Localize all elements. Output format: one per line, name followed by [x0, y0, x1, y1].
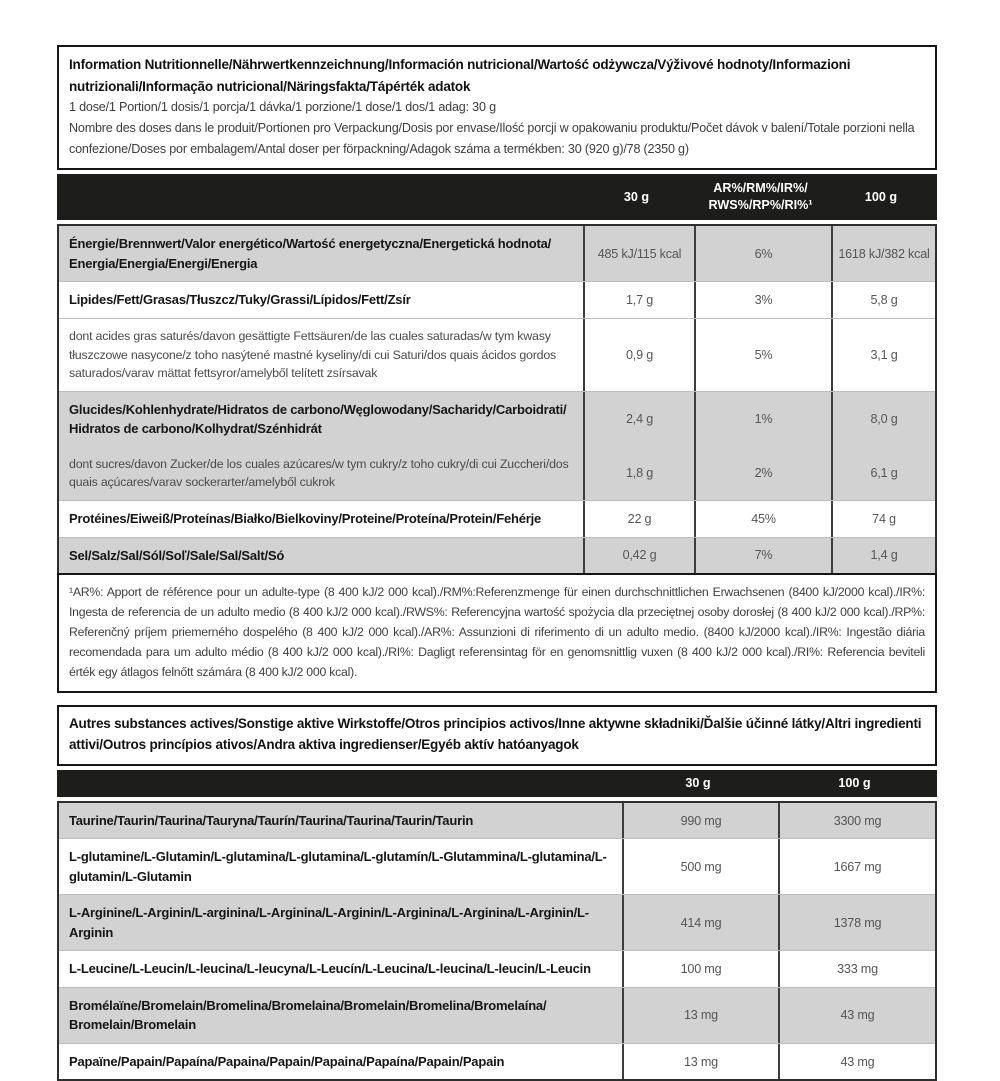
nutrition-title: Information Nutritionnelle/​Nährwertkennzeichnung/​Información nutricional/​Wartość odżywcza/​Výživové hodnoty/​Informazioni nutrizionali/​Informação nutricional/​Näringsfakta/​Tápérték adatok: [69, 57, 851, 94]
row-label: Bromélaïne/​Bromelain/​Bromelina/​Bromelaina/​Bromelain/​Bromelina/​Bromelaína/​Bromelain/​Bromelain: [69, 997, 547, 1033]
row-label: dont acides gras saturés/​davon gesättigte Fettsäuren/​de las cuales saturadas/​w tym kwasy tłuszczowe nasycone/​z toho nasýtené mastné kyseliny/​di cui Saturi/​dos quais ácidos gordos saturados/​varav mättat fettsyror/​amelyből telített zsírsavak: [69, 328, 557, 381]
value-reference-intake: 2%: [694, 447, 831, 500]
value-per-100g: 3300 mg: [778, 803, 935, 839]
value-reference-intake: 6%: [694, 226, 831, 281]
servings-per-container-line: Nombre des doses dans le produit/​Portionen pro Verpackung/​Dosis por envase/​Ilość porcji w opakowaniu produktu/​Počet dávok v balení/​Totale porzioni nella confezione/​Doses por embalagem/​Antal doser per förpackning/​Adagok száma a termékben: 30 (920 g)/​78 (2350 g): [69, 120, 915, 156]
nutrition-column-header-band: [57, 174, 937, 220]
value-per-30g: 500 mg: [622, 839, 778, 894]
value-per-30g: 0,9 g: [583, 319, 694, 391]
nutrition-label-sheet: [57, 45, 937, 1081]
row-label: Lipides/​Fett/​Grasas/​Tłuszcz/​Tuky/​Grassi/​Lípidos/​Fett/​Zsír: [69, 292, 411, 308]
reference-intake-footnote: ¹AR%: Apport de référence pour un adulte-type (8 400 kJ/​2 000 kcal)./​RM%:Referenzmenge für einen durchschnittlichen Erwachsenen (8400 kJ/​2000 kcal)./​IR%: Ingesta de referencia de un adulto medio (8 400 kJ/​2 000 kcal)./​RWS%: Referencyjna wartość spożycia dla przeciętnej osoby dorosłej (8 400 kJ/​2 000 kcal)./​RP%: Referenčný príjem priemerného dospelého (8 400 kJ/​2 000 kcal)./​AR%: Assunzioni di riferimento di un adulto medio. (8400 kJ/​2000 kcal)./​IR%: Ingestão diária recomendada para um adulto médio (8 400 kJ/​2 000 kcal)./​RI%: Dagligt referensintag för en genomsnittlig vuxen (8 400 kJ/​2 000 kcal)./​RI%: Referencia beviteli érték egy átlagos felnőtt számára (8 400 kJ/​2 000 kcal).: [69, 585, 925, 679]
value-per-30g: 1,7 g: [583, 282, 694, 318]
column-header-30g: 30 g: [685, 775, 711, 790]
value-per-30g: 1,8 g: [583, 447, 694, 500]
value-per-100g: 6,1 g: [831, 447, 935, 500]
active-substances-section: [57, 705, 937, 1081]
value-per-100g: 8,0 g: [831, 392, 935, 447]
table-row-papain: [59, 1044, 935, 1080]
nutrition-header-box: [57, 45, 937, 170]
row-label: Papaïne/​Papain/​Papaína/​Papaina/​Papain/​Papaina/​Papaína/​Papain/​Papain: [69, 1053, 505, 1069]
value-per-100g: 3,1 g: [831, 319, 935, 391]
row-label: L-Leucine/​L-Leucin/​L-leucina/​L-leucyna/​L-Leucín/​L-Leucina/​L-leucina/​L-leucin/​L-Leucin: [69, 961, 591, 977]
value-reference-intake: 3%: [694, 282, 831, 318]
row-label: dont sucres/​davon Zucker/​de los cuales azúcares/​w tym cukry/​z toho cukry/​di cui Zuccheri/​dos quais açúcares/​varav sockerarter/​amelyből cukrok: [69, 456, 569, 490]
table-row-energy: [59, 226, 935, 282]
value-per-100g: 43 mg: [778, 988, 935, 1043]
table-row-l-arginine: [59, 895, 935, 951]
row-label: Énergie/​Brennwert/​Valor energético/​Wartość energetyczna/​Energetická hodnota/​Energia/​Energia/​Energi/​Energia: [69, 236, 552, 271]
value-per-100g: 43 mg: [778, 1044, 935, 1080]
table-row-bromelain: [59, 988, 935, 1044]
table-row-sugars: [59, 447, 935, 501]
table-row-protein: [59, 501, 935, 538]
column-header-spacer: [57, 780, 620, 786]
actives-header-box: [57, 705, 937, 766]
column-header-spacer: [57, 194, 581, 200]
row-label: Protéines/​Eiweiß/​Proteínas/​Białko/​Bielkoviny/​Proteine/​Proteína/​Protein/​Fehérje: [69, 511, 542, 527]
value-per-30g: 22 g: [583, 501, 694, 537]
value-per-100g: 333 mg: [778, 951, 935, 987]
value-per-30g: 100 mg: [622, 951, 778, 987]
row-label: L-Arginine/​L-Arginin/​L-arginina/​L-Arginina/​L-Arginin/​L-Arginina/​L-Arginina/​L-Arginin/​L-Arginin: [69, 905, 589, 940]
value-per-30g: 990 mg: [622, 803, 778, 839]
value-reference-intake: 1%: [694, 392, 831, 447]
table-row-l-glutamine: [59, 839, 935, 895]
value-per-100g: 1,4 g: [831, 538, 935, 574]
reference-intake-footnote-box: [57, 573, 937, 693]
actives-column-header-band: [57, 770, 937, 797]
table-row-l-leucine: [59, 951, 935, 988]
column-header-30g: 30 g: [623, 189, 650, 204]
nutrition-section: [57, 45, 937, 693]
value-per-30g: 13 mg: [622, 988, 778, 1043]
value-per-30g: 2,4 g: [583, 392, 694, 447]
table-row-saturates: [59, 319, 935, 392]
nutrition-table-body: [57, 224, 937, 573]
table-row-salt: [59, 538, 935, 574]
section-divider-gap: [57, 693, 937, 705]
value-per-100g: 74 g: [831, 501, 935, 537]
value-per-100g: 1618 kJ/​382 kcal: [831, 226, 935, 281]
value-per-30g: 0,42 g: [583, 538, 694, 574]
column-header-reference-intake: AR%/​RM%/​IR%/​RWS%/​RP%/​RI%¹: [708, 181, 813, 213]
row-label: L-glutamine/​L-Glutamin/​L-glutamina/​L-glutamina/​L-glutamín/​L-Glutammina/​L-glutamina/​L-glutamin/​L-Glutamin: [69, 849, 607, 884]
value-reference-intake: 45%: [694, 501, 831, 537]
table-row-carbohydrate: [59, 392, 935, 447]
value-per-30g: 485 kJ/​115 kcal: [583, 226, 694, 281]
actives-title: Autres substances actives/​Sonstige aktive Wirkstoffe/​Otros principios activos/​Inne aktywne składniki/​Ďalšie účinné látky/​Altri ingredienti attivi/​Outros princípios ativos/​Andra aktiva ingredienser/​Egyéb aktív hatóanyagok: [69, 715, 922, 753]
column-header-100g: 100 g: [864, 189, 898, 204]
value-per-100g: 5,8 g: [831, 282, 935, 318]
column-header-100g: 100 g: [838, 775, 871, 790]
serving-size-line: 1 dose/​1 Portion/​1 dosis/​1 porcja/​1 dávka/​1 porzione/​1 dose/​1 dos/​1 adag: 30 g: [69, 100, 496, 115]
row-label: Sel/​Salz/​Sal/​Sól/​Soľ/​Sale/​Sal/​Salt/​Só: [69, 547, 285, 563]
actives-table-body: [57, 801, 937, 1081]
value-per-100g: 1378 mg: [778, 895, 935, 950]
table-row-fat: [59, 282, 935, 319]
value-per-30g: 13 mg: [622, 1044, 778, 1080]
value-per-100g: 1667 mg: [778, 839, 935, 894]
table-row-taurine: [59, 803, 935, 840]
value-reference-intake: 5%: [694, 319, 831, 391]
value-per-30g: 414 mg: [622, 895, 778, 950]
row-label: Glucides/​Kohlenhydrate/​Hidratos de carbono/​Węglowodany/​Sacharidy/​Carboidrati/​Hidratos de carbono/​Kolhydrat/​Szénhidrát: [69, 401, 567, 437]
value-reference-intake: 7%: [694, 538, 831, 574]
row-label: Taurine/​Taurin/​Taurina/​Tauryna/​Taurín/​Taurina/​Taurina/​Taurin/​Taurin: [69, 812, 474, 828]
